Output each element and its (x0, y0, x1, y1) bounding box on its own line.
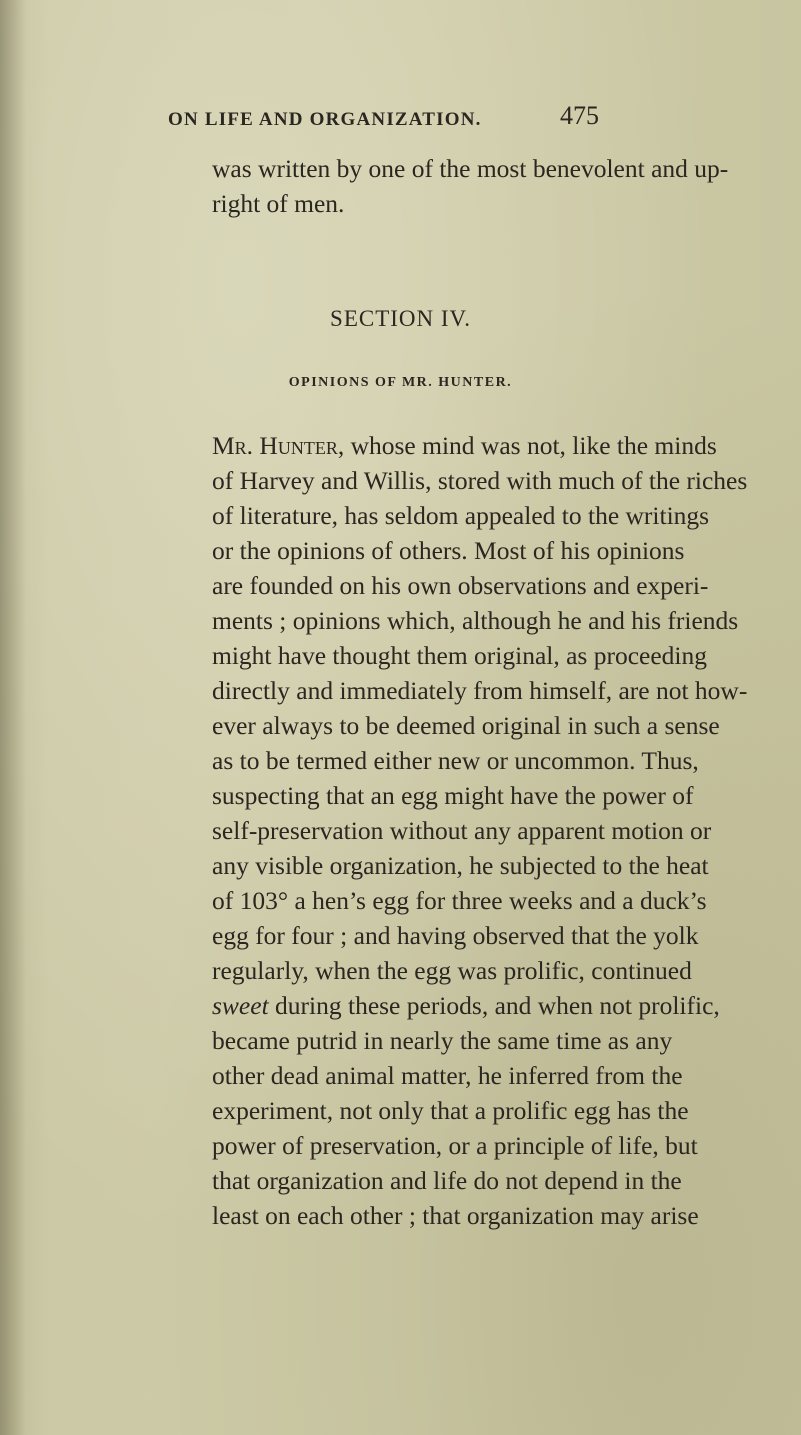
text-line: directly and immediately from himself, are not how- (212, 676, 748, 705)
text-line: power of preservation, or a principle of life, but (212, 1131, 698, 1160)
text-line: self-preservation without any apparent motion or (212, 816, 712, 845)
text-line: regularly, when the egg was prolific, continued (212, 956, 692, 985)
intro-line: right of men. (212, 189, 345, 218)
text-line: other dead animal matter, he inferred from the (212, 1061, 683, 1090)
text-line: of Harvey and Willis, stored with much of the riches (212, 466, 748, 495)
section-heading: SECTION IV. (330, 306, 471, 331)
text-line: least on each other ; that organization may arise (212, 1201, 699, 1230)
running-title: ON LIFE AND ORGANIZATION. (168, 109, 482, 130)
running-head (150, 101, 650, 141)
text-line: might have thought them original, as proceeding (212, 641, 708, 670)
paragraph-first-line (212, 431, 717, 461)
text-line: egg for four ; and having observed that the yolk (212, 921, 699, 950)
binding-shadow (0, 0, 26, 1435)
italic-line-rest: during these periods, and when not prolific, (268, 991, 720, 1020)
text-line: ments ; opinions which, although he and his friends (212, 606, 739, 635)
italic-word: sweet (212, 991, 269, 1020)
text-line: experiment, not only that a prolific egg has the (212, 1096, 689, 1125)
author-name: Mr. Hunter, (212, 431, 345, 460)
text-line: that organization and life do not depend in the (212, 1166, 682, 1195)
intro-line: was written by one of the most benevolent and up- (212, 154, 729, 183)
text-line: any visible organization, he subjected to the heat (212, 851, 709, 880)
text-line-italic-start (212, 991, 720, 1021)
text-line: or the opinions of others. Most of his opinions (212, 536, 685, 565)
text-line: suspecting that an egg might have the power of (212, 781, 694, 810)
section-subheading: OPINIONS OF MR. HUNTER. (288, 375, 513, 390)
text-line: of 103° a hen’s egg for three weeks and a duck’s (212, 886, 707, 915)
text-line: are founded on his own observations and experi- (212, 571, 709, 600)
text-line: ever always to be deemed original in such a sense (212, 711, 720, 740)
text-line: as to be termed either new or uncommon. Thus, (212, 746, 699, 775)
page-number: 475 (560, 101, 599, 130)
text-line: of literature, has seldom appealed to the writings (212, 501, 710, 530)
first-line-rest: whose mind was not, like the minds (344, 431, 717, 460)
text-line: became putrid in nearly the same time as any (212, 1026, 673, 1055)
